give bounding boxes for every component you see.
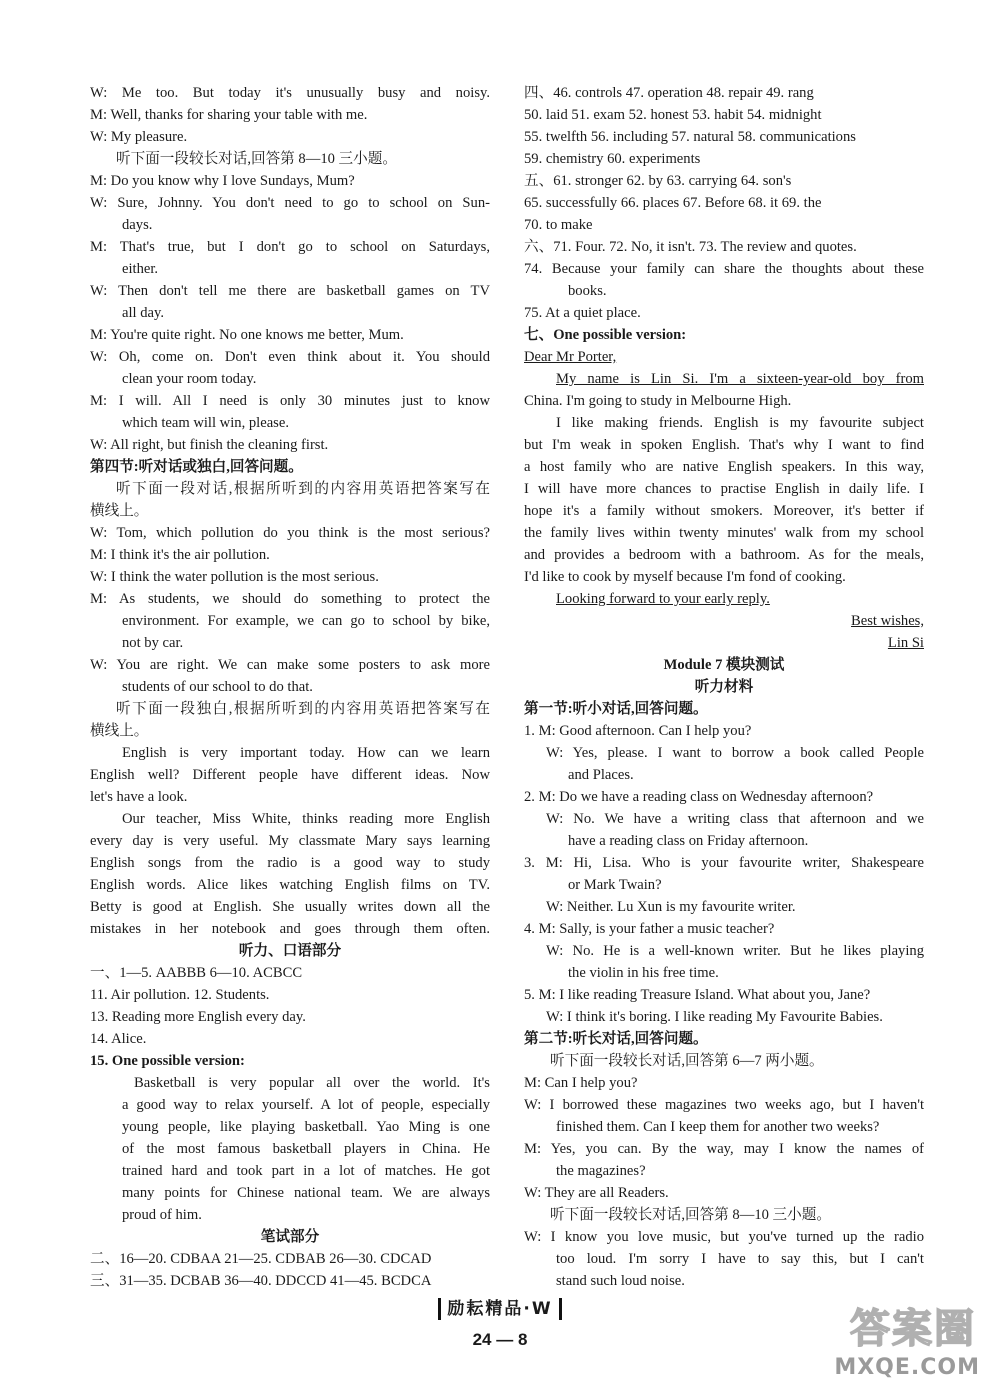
text-line: M: That's true, but I don't go to school on Saturdays, bbox=[90, 239, 490, 255]
text-line: M: I think it's the air pollution. bbox=[90, 547, 270, 563]
text-line: have a reading class on Friday afternoon. bbox=[568, 833, 809, 849]
text-line: 听下面一段独白,根据所听到的内容用英语把答案写在 bbox=[116, 701, 490, 717]
text-line: 听下面一段对话,根据所听到的内容用英语把答案写在 bbox=[116, 481, 490, 497]
watermark-logo-text: 答案圈 bbox=[850, 1306, 976, 1352]
text-line: Dear Mr Porter, bbox=[524, 349, 617, 365]
text-line: 笔试部分 bbox=[260, 1229, 320, 1245]
page-number: 24 — 8 bbox=[472, 1330, 528, 1349]
text-line: 三、31—35. DCBAB 36—40. DDCCD 41—45. BCDCA bbox=[90, 1273, 432, 1289]
text-line: W: My pleasure. bbox=[90, 129, 188, 145]
text-line: Betty is good at English. She usually writes down all the bbox=[90, 899, 490, 915]
text-line: books. bbox=[568, 283, 607, 299]
text-line: 听下面一段较长对话,回答第 6—7 两小题。 bbox=[550, 1053, 824, 1069]
text-line: M: Well, thanks for sharing your table with me. bbox=[90, 107, 368, 123]
text-line: 第一节:听小对话,回答问题。 bbox=[524, 701, 708, 717]
text-line: many points for Chinese national team. We are always bbox=[122, 1185, 490, 1201]
text-line: 5. M: I like reading Treasure Island. What about you, Jane? bbox=[524, 987, 871, 1003]
text-line: a good way to relax yourself. A lot of people, especially bbox=[122, 1097, 490, 1113]
text-line: 14. Alice. bbox=[90, 1031, 147, 1047]
text-line: trained hard and took part in a lot of matches. He got bbox=[122, 1163, 490, 1179]
text-line: Looking forward to your early reply. bbox=[556, 591, 770, 607]
text-line: W: Oh, come on. Don't even think about it. You should bbox=[90, 349, 490, 365]
right-column bbox=[524, 82, 924, 1292]
text-line: M: I will. All I need is only 30 minutes just to know bbox=[90, 393, 490, 409]
text-line: not by car. bbox=[122, 635, 184, 651]
text-line: W: Tom, which pollution do you think is the most serious? bbox=[90, 525, 490, 541]
text-line: W: I think the water pollution is the most serious. bbox=[90, 569, 379, 585]
text-line: every day is very useful. My classmate Mary says learning bbox=[90, 833, 490, 849]
text-line: 50. laid 51. exam 52. honest 53. habit 54. midnight bbox=[524, 107, 822, 123]
text-line: and Places. bbox=[568, 767, 634, 783]
text-line: M: You're quite right. No one knows me better, Mum. bbox=[90, 327, 404, 343]
text-line: finished them. Can I keep them for another two weeks? bbox=[556, 1119, 880, 1135]
text-line: 74. Because your family can share the thoughts about these bbox=[524, 261, 924, 277]
text-line: M: Yes, you can. By the way, may I know the names of bbox=[524, 1141, 924, 1157]
text-line: 横线上。 bbox=[90, 503, 149, 519]
text-line: I'd like to cook by myself because I'm fond of cooking. bbox=[524, 569, 846, 585]
text-line: days. bbox=[122, 217, 153, 233]
text-line: stand such loud noise. bbox=[556, 1273, 685, 1289]
text-line: 第二节:听长对话,回答问题。 bbox=[524, 1031, 708, 1047]
text-line: Our teacher, Miss White, thinks reading more English bbox=[122, 811, 490, 827]
text-line: W: Neither. Lu Xun is my favourite writer. bbox=[546, 899, 796, 915]
text-line: W: Yes, please. I want to borrow a book called People bbox=[546, 745, 924, 761]
text-line: 四、46. controls 47. operation 48. repair 49. rang bbox=[524, 85, 814, 101]
text-line: W: I think it's boring. I like reading My Favourite Babies. bbox=[546, 1009, 883, 1025]
text-line: too loud. I'm sorry I have to say this, but I can't bbox=[556, 1251, 924, 1267]
text-line: 听力、口语部分 bbox=[238, 943, 342, 959]
text-line: 听力材料 bbox=[694, 679, 754, 695]
text-line: 听下面一段较长对话,回答第 8—10 三小题。 bbox=[116, 151, 397, 167]
text-line: young people, like playing basketball. Yao Ming is one bbox=[122, 1119, 490, 1135]
text-line: W: Then don't tell me there are basketball games on TV bbox=[90, 283, 490, 299]
text-line: let's have a look. bbox=[90, 789, 188, 805]
text-line: W: All right, but finish the cleaning first. bbox=[90, 437, 329, 453]
text-line: 59. chemistry 60. experiments bbox=[524, 151, 701, 167]
text-line: hope it's a family without smokers. Moreover, it's better if bbox=[524, 503, 924, 519]
text-line: 4. M: Sally, is your father a music teacher? bbox=[524, 921, 775, 937]
text-line: English songs from the radio is a good way to study bbox=[90, 855, 490, 871]
text-line: 15. One possible version: bbox=[90, 1053, 245, 1069]
left-column bbox=[90, 82, 490, 1292]
text-line: all day. bbox=[122, 305, 165, 321]
text-line: 一、1—5. AABBB 6—10. ACBCC bbox=[90, 965, 303, 981]
text-line: W: No. We have a writing class that afternoon and we bbox=[546, 811, 924, 827]
text-line: My name is Lin Si. I'm a sixteen-year-old boy from bbox=[556, 371, 924, 387]
text-line: 1. M: Good afternoon. Can I help you? bbox=[524, 723, 752, 739]
text-line: which team will win, please. bbox=[122, 415, 289, 431]
text-line: W: Me too. But today it's unusually busy and noisy. bbox=[90, 85, 490, 101]
brand-logo: 励耘精品·W bbox=[438, 1298, 561, 1320]
text-line: M: Do you know why I love Sundays, Mum? bbox=[90, 173, 355, 189]
text-line: a host family who are native English speakers. In this way, bbox=[524, 459, 924, 475]
text-line: 横线上。 bbox=[90, 723, 149, 739]
text-line: or Mark Twain? bbox=[568, 877, 662, 893]
text-line: China. I'm going to study in Melbourne High. bbox=[524, 393, 792, 409]
text-line: mistakes in her notebook and goes through them often. bbox=[90, 921, 490, 937]
text-line: English is very important today. How can we learn bbox=[122, 745, 490, 761]
text-line: Basketball is very popular all over the world. It's bbox=[134, 1075, 490, 1091]
text-line: W: I know you love music, but you've turned up the radio bbox=[524, 1229, 924, 1245]
text-line: English well? Different people have different ideas. Now bbox=[90, 767, 490, 783]
text-line: W: I borrowed these magazines two weeks ago, but I haven't bbox=[524, 1097, 924, 1113]
text-line: either. bbox=[122, 261, 159, 277]
text-line: 55. twelfth 56. including 57. natural 58. communications bbox=[524, 129, 856, 145]
text-line: I will have more chances to practise English in daily life. I bbox=[524, 481, 924, 497]
text-line: students of our school to do that. bbox=[122, 679, 313, 695]
text-line: W: They are all Readers. bbox=[524, 1185, 669, 1201]
text-line: 11. Air pollution. 12. Students. bbox=[90, 987, 270, 1003]
text-line: Lin Si bbox=[887, 635, 924, 651]
text-line: 六、71. Four. 72. No, it isn't. 73. The review and quotes. bbox=[524, 239, 857, 255]
text-line: Module 7 模块测试 bbox=[663, 657, 785, 673]
text-line: M: Can I help you? bbox=[524, 1075, 638, 1091]
text-line: and provides a bedroom with a bathroom. As for the meals, bbox=[524, 547, 924, 563]
text-line: 70. to make bbox=[524, 217, 593, 233]
text-line: 五、61. stronger 62. by 63. carrying 64. son's bbox=[524, 173, 792, 189]
text-line: 13. Reading more English every day. bbox=[90, 1009, 306, 1025]
text-line: 二、16—20. CDBAA 21—25. CDBAB 26—30. CDCAD bbox=[90, 1251, 432, 1267]
text-line: the family lives within twenty minutes' walk from my school bbox=[524, 525, 924, 541]
text-line: M: As students, we should do something to protect the bbox=[90, 591, 490, 607]
text-line: W: You are right. We can make some posters to ask more bbox=[90, 657, 490, 673]
text-line: I like making friends. English is my favourite subject bbox=[556, 415, 924, 431]
text-line: 75. At a quiet place. bbox=[524, 305, 641, 321]
watermark-site: MXQE.COM bbox=[834, 1355, 980, 1380]
text-line: clean your room today. bbox=[122, 371, 257, 387]
text-line: but I'm weak in spoken English. That's why I want to find bbox=[524, 437, 924, 453]
text-line: 65. successfully 66. places 67. Before 68. it 69. the bbox=[524, 195, 822, 211]
text-line: 第四节:听对话或独白,回答问题。 bbox=[90, 459, 303, 475]
text-line: W: No. He is a well-known writer. But he likes playing bbox=[546, 943, 924, 959]
text-line: English words. Alice likes watching English films on TV. bbox=[90, 877, 490, 893]
text-line: environment. For example, we can go to school by bike, bbox=[122, 613, 490, 629]
text-line: 七、One possible version: bbox=[524, 327, 687, 343]
text-line: 听下面一段较长对话,回答第 8—10 三小题。 bbox=[550, 1207, 831, 1223]
text-line: the violin in his free time. bbox=[568, 965, 719, 981]
text-line: proud of him. bbox=[122, 1207, 202, 1223]
text-line: 3. M: Hi, Lisa. Who is your favourite writer, Shakespeare bbox=[524, 855, 924, 871]
text-line: of the most famous basketball players in China. He bbox=[122, 1141, 490, 1157]
text-line: the magazines? bbox=[556, 1163, 646, 1179]
text-line: Best wishes, bbox=[851, 613, 924, 629]
text-line: W: Sure, Johnny. You don't need to go to school on Sun- bbox=[90, 195, 490, 211]
text-line: 2. M: Do we have a reading class on Wednesday afternoon? bbox=[524, 789, 874, 805]
